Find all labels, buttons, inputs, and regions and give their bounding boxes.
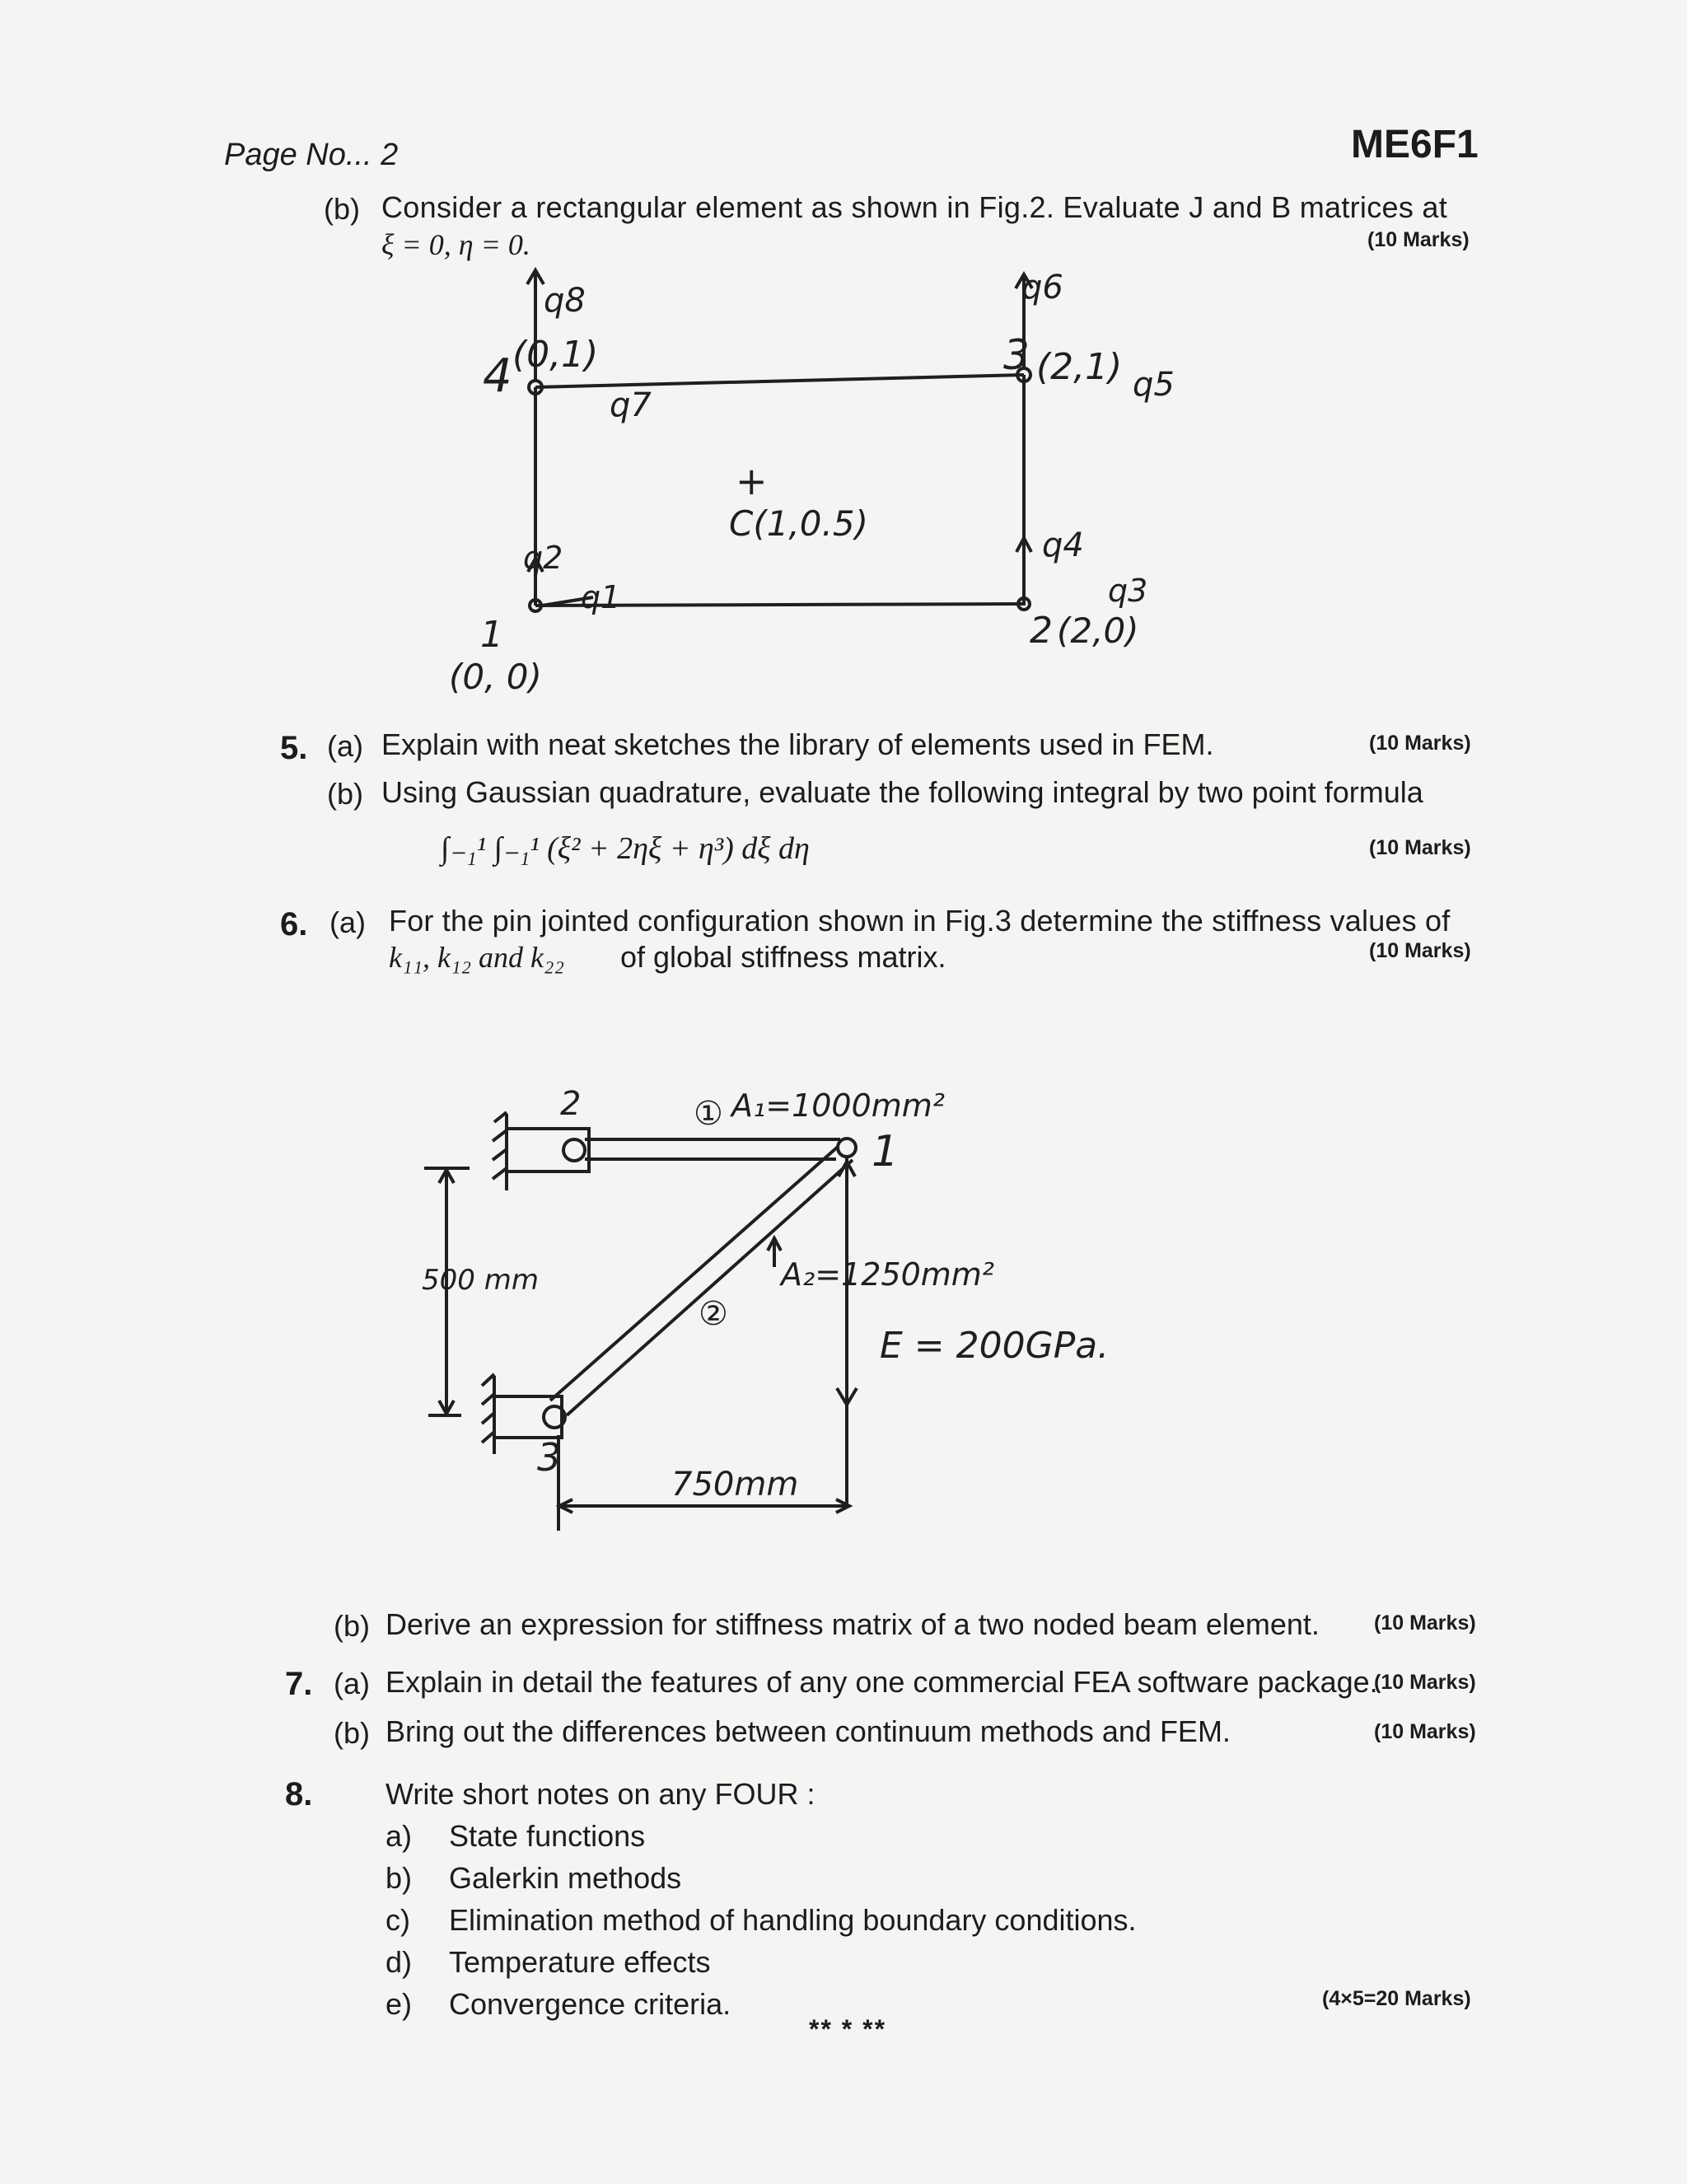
q6a-line2: of global stiffness matrix. — [620, 940, 946, 974]
paper-code: ME6F1 — [1351, 123, 1479, 166]
q5b-marks: (10 Marks) — [1369, 836, 1471, 859]
q6a-line1: For the pin jointed configuration shown in Fig.3 determine the stiffness values of — [389, 904, 1451, 938]
fig2-coord3: (2,1) — [1036, 346, 1123, 388]
q8-item-label: b) — [386, 1861, 413, 1895]
end-stars: ** * ** — [809, 2014, 887, 2044]
q7b-marks: (10 Marks) — [1374, 1720, 1476, 1743]
fig3-height-dimension: 500 mm — [422, 1264, 539, 1297]
q8-item-text: State functions — [449, 1819, 646, 1853]
q6b-label: (b) — [334, 1609, 370, 1643]
q7a-label: (a) — [334, 1667, 370, 1700]
q6a-label: (a) — [329, 905, 366, 939]
fig2-coord2: (2,0) — [1057, 610, 1139, 651]
fig2-q1: q1 — [581, 579, 621, 615]
q7b-text: Bring out the differences between continuum methods and FEM. — [386, 1714, 1231, 1748]
fig3-area1: A₁=1000mm² — [731, 1087, 946, 1124]
q8-number: 8. — [285, 1776, 313, 1812]
q8-intro: Write short notes on any FOUR : — [386, 1777, 815, 1811]
page-number: Page No... 2 — [224, 138, 399, 172]
q6a-stiffness-terms: k₁₁, k₁₂ and k₂₂ — [389, 941, 565, 974]
q7-number: 7. — [285, 1666, 313, 1702]
q6-number: 6. — [280, 906, 308, 942]
fig3-node2: 2 — [560, 1085, 582, 1123]
q4b-line1: Consider a rectangular element as shown in Fig.2. Evaluate J and B matrices at — [381, 190, 1448, 224]
q5-number: 5. — [280, 730, 308, 766]
fig2-center-mark: + — [736, 459, 768, 503]
fig3-modulus: E = 200GPa. — [880, 1325, 1110, 1367]
q8-item-label: c) — [386, 1903, 410, 1937]
q5a-label: (a) — [327, 729, 363, 763]
fig2-q4: q4 — [1042, 526, 1084, 564]
q8-item-label: e) — [386, 1987, 413, 2021]
q7a-marks: (10 Marks) — [1374, 1671, 1476, 1694]
q4b-marks: (10 Marks) — [1367, 228, 1470, 251]
q5a-marks: (10 Marks) — [1369, 732, 1471, 755]
fig2-q7: q7 — [610, 386, 652, 424]
q5b-integral: ∫₋₁¹ ∫₋₁¹ (ξ² + 2ηξ + η³) dξ dη — [441, 831, 810, 866]
q8-item-text: Galerkin methods — [449, 1861, 682, 1895]
q7a-text: Explain in detail the features of any one commercial FEA software package. — [386, 1665, 1378, 1699]
fig3-area2: A₂=1250mm² — [781, 1256, 995, 1293]
fig2-node1: 1 — [480, 614, 503, 656]
fig2-q2: q2 — [523, 540, 563, 576]
fig2-coord1: (0, 0) — [449, 657, 542, 697]
q6b-marks: (10 Marks) — [1374, 1611, 1476, 1634]
fig2-q8: q8 — [544, 282, 586, 320]
q8-item-text: Convergence criteria. — [449, 1987, 731, 2021]
q8-item-label: d) — [386, 1945, 413, 1979]
q8-item-label: a) — [386, 1819, 413, 1853]
fig2-q6: q6 — [1021, 269, 1063, 306]
fig2-node2: 2 — [1030, 610, 1053, 652]
q5b-label: (b) — [327, 777, 363, 811]
q5b-text: Using Gaussian quadrature, evaluate the following integral by two point formula — [381, 775, 1423, 809]
q4b-line2: ξ = 0, η = 0. — [381, 228, 530, 261]
fig2-q5: q5 — [1133, 366, 1175, 404]
fig2-node4: 4 — [483, 349, 512, 403]
q8-item-text: Temperature effects — [449, 1945, 711, 1979]
fig3-element1: ① — [694, 1095, 723, 1133]
fig2-node3: 3 — [1003, 331, 1030, 379]
fig3-node1: 1 — [872, 1127, 900, 1176]
fig3-element2: ② — [699, 1295, 728, 1333]
q8-marks: (4×5=20 Marks) — [1322, 1987, 1471, 2010]
q8-item-text: Elimination method of handling boundary conditions. — [449, 1903, 1137, 1937]
q7b-label: (b) — [334, 1716, 370, 1750]
q6a-marks: (10 Marks) — [1369, 939, 1471, 962]
q5a-text: Explain with neat sketches the library of elements used in FEM. — [381, 727, 1214, 761]
fig2-center-label: C(1,0.5) — [729, 503, 868, 544]
q6b-text: Derive an expression for stiffness matrix of a two noded beam element. — [386, 1607, 1320, 1641]
fig3-node3: 3 — [537, 1435, 562, 1480]
fig3-width-dimension: 750mm — [671, 1466, 799, 1504]
fig2-coord4: (0,1) — [512, 334, 599, 376]
q4b-label: (b) — [324, 192, 360, 226]
fig2-q3: q3 — [1108, 573, 1148, 609]
